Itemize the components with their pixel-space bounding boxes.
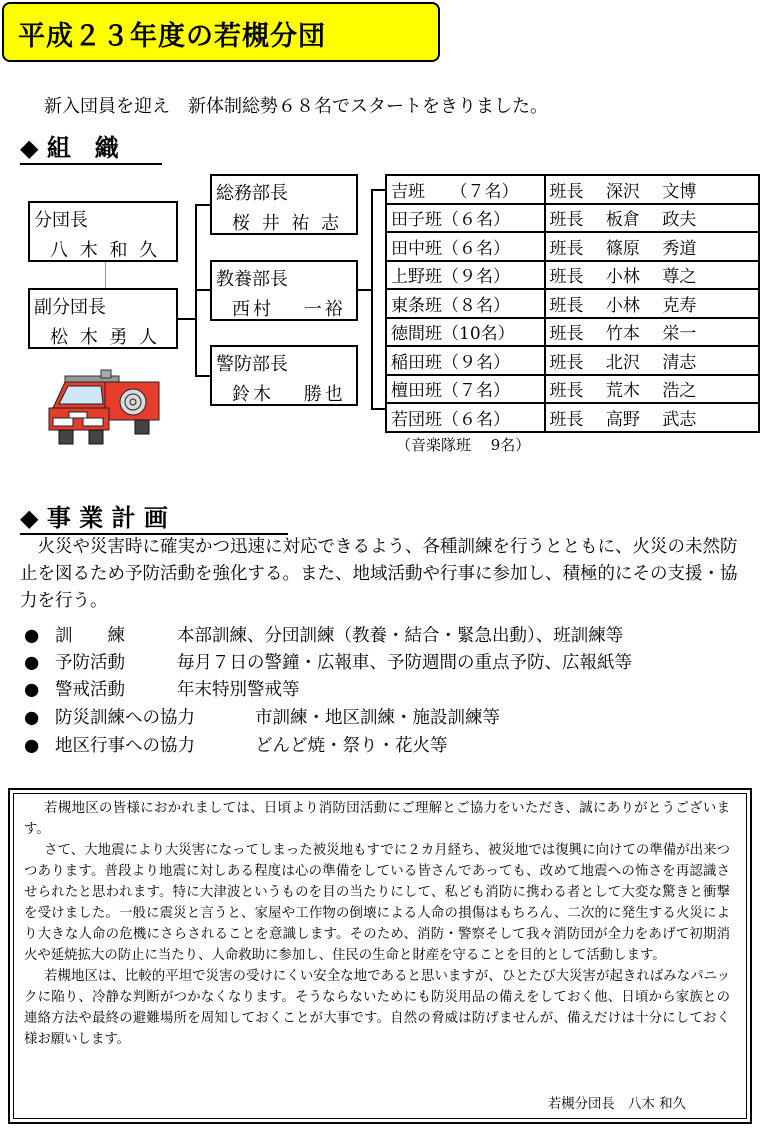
- message-paragraph: 若槻地区は、比較的平坦で災害の受けにくい安全な地であると思いますが、ひとたび大災害が起きればみなパニックに陥り、冷静な判断がつかなくなります。そうならないためにも防災用品の備えをしておく他、日頃から家族との連絡方法や最終の避難場所を周知しておくことが大事です。自然の脅威は防げませんが、備えだけは十分にしておく様お願いします。: [24, 969, 730, 1047]
- message-text: [24, 798, 730, 1050]
- plan-item-desc: 年末特別警戒等: [177, 680, 300, 700]
- business-plan-heading: ◆ 事 業 計 画: [20, 498, 288, 535]
- table-row: [386, 232, 759, 261]
- plan-item-desc: 本部訓練、分団訓練（教養・結合・緊急出動）、班訓練等: [177, 626, 624, 646]
- squad-cell: 田子班（６名）: [386, 204, 545, 233]
- fire-truck-icon: [45, 368, 165, 448]
- plan-item: [24, 732, 448, 757]
- bullet-icon: ●: [24, 708, 40, 728]
- connector: [195, 204, 210, 206]
- message-box: [8, 788, 752, 1124]
- leader-cell: 班長 高野 武志: [545, 403, 759, 432]
- message-inner-frame: [13, 793, 747, 1119]
- vice-chief-box: [28, 288, 178, 349]
- squad-cell: 若団班（６名）: [386, 403, 545, 432]
- table-row: [386, 403, 759, 432]
- plan-item: [24, 676, 300, 701]
- leader-cell: 班長 板倉 政夫: [545, 204, 759, 233]
- plan-item-label: 防災訓練への協力: [55, 708, 195, 728]
- table-row: [386, 375, 759, 404]
- vice-chief-name: 松 木 勇 人: [50, 327, 161, 348]
- plan-item-label: 訓 練: [55, 626, 125, 646]
- plan-item-desc: 市訓練・地区訓練・施設訓練等: [255, 708, 500, 728]
- table-row: [386, 204, 759, 233]
- squad-cell: 稲田班（９名）: [386, 346, 545, 375]
- connector: [371, 189, 373, 409]
- squad-cell: 徳間班（10名）: [386, 318, 545, 347]
- dept-name: 西村 一裕: [232, 299, 346, 320]
- plan-item-desc: どんど焼・祭り・花火等: [255, 736, 448, 756]
- dept-title: 総務部長: [216, 183, 288, 204]
- chief-name: 八 木 和 久: [50, 240, 161, 261]
- chief-title: 分団長: [34, 210, 88, 231]
- squad-cell: 上野班（９名）: [386, 261, 545, 290]
- plan-item-label: 予防活動: [55, 653, 125, 673]
- chief-box: [28, 201, 178, 262]
- connector: [195, 375, 210, 377]
- leader-cell: 班長 北沢 清志: [545, 346, 759, 375]
- chief-vice-connector: [105, 262, 106, 288]
- squads-table: [385, 174, 760, 433]
- table-row: [386, 175, 759, 204]
- dept-title: 警防部長: [216, 354, 288, 375]
- dept-title: 教養部長: [216, 269, 288, 290]
- fire-prevention-box: [210, 345, 358, 406]
- bullet-icon: ●: [24, 626, 40, 646]
- leader-cell: 班長 小林 克寿: [545, 289, 759, 318]
- plan-text: 火災や災害時に確実かつ迅速に対応できるよう、各種訓練を行うとともに、火災の未然防止を図るため予防活動を強化する。また、地域活動や行事に参加し、積極的にその支援・協力を行う。: [20, 537, 738, 611]
- table-row: [386, 289, 759, 318]
- connector: [371, 189, 385, 191]
- intro-text: 新入団員を迎え 新体制総勢６８名でスタートをきりました。: [44, 96, 548, 117]
- squad-cell: 田中班（６名）: [386, 232, 545, 261]
- squad-cell: 東条班（８名）: [386, 289, 545, 318]
- plan-item: [24, 649, 632, 674]
- leader-cell: 班長 篠原 秀道: [545, 232, 759, 261]
- organization-heading: ◆ 組 織: [20, 128, 162, 165]
- table-row: [386, 261, 759, 290]
- leader-cell: 班長 小林 尊之: [545, 261, 759, 290]
- page-title: 平成２３年度の若槻分団: [18, 21, 326, 52]
- connector: [371, 408, 385, 410]
- connector: [358, 289, 372, 291]
- plan-item: [24, 704, 500, 729]
- table-row: [386, 318, 759, 347]
- message-paragraph: さて、大地震により大災害になってしまった被災地もすでに２カ月経ち、被災地では復興に向けての準備が出来つつあります。普段より地震に対しある程度は心の準備をしている皆さんであっても、改めて地震への怖さを再認識させられたと思われます。特に大津波というものを目の当たりにして、私ども消防に携わる者として大変な驚きと衝撃を受けました。一般に震災と言うと、家屋や工作物の倒壊による人命の損傷はもちろん、二次的に発生する火災により大きな人命の危機にさらされることを意識します。そのため、消防・警察そして我々消防団が全力をあげて初期消火や延焼拡大の防止に当たり、人命救助に参加し、住民の生命と財産を守ることを目的として活動します。: [24, 843, 730, 963]
- vice-chief-title: 副分団長: [34, 297, 106, 318]
- plan-body: [20, 534, 750, 615]
- leader-cell: 班長 荒木 浩之: [545, 375, 759, 404]
- education-box: [210, 260, 358, 321]
- connector: [178, 318, 196, 320]
- general-affairs-box: [210, 174, 358, 235]
- bullet-icon: ●: [24, 736, 40, 756]
- squad-cell: 吉班 （７名）: [386, 175, 545, 204]
- bullet-icon: ●: [24, 653, 40, 673]
- title-banner: [2, 2, 440, 62]
- dept-name: 桜 井 祐 志: [232, 213, 343, 234]
- leader-cell: 班長 深沢 文博: [545, 175, 759, 204]
- leader-cell: 班長 竹本 栄一: [545, 318, 759, 347]
- connector: [195, 289, 210, 291]
- message-paragraph: 若槻地区の皆様におかれましては、日頃より消防団活動にご理解とご協力をいただき、誠にありがとうございます。: [24, 801, 730, 837]
- plan-item: [24, 622, 623, 647]
- plan-item-label: 地区行事への協力: [55, 736, 195, 756]
- plan-item-label: 警戒活動: [55, 680, 125, 700]
- signature: 若槻分団長 八木 和久: [547, 1097, 686, 1112]
- table-row: [386, 346, 759, 375]
- dept-name: 鈴木 勝也: [232, 384, 346, 405]
- bullet-icon: ●: [24, 680, 40, 700]
- plan-item-desc: 毎月７日の警鐘・広報車、予防週間の重点予防、広報紙等: [177, 653, 632, 673]
- squad-cell: 檀田班（７名）: [386, 375, 545, 404]
- band-note: （音楽隊班 9名）: [396, 436, 531, 454]
